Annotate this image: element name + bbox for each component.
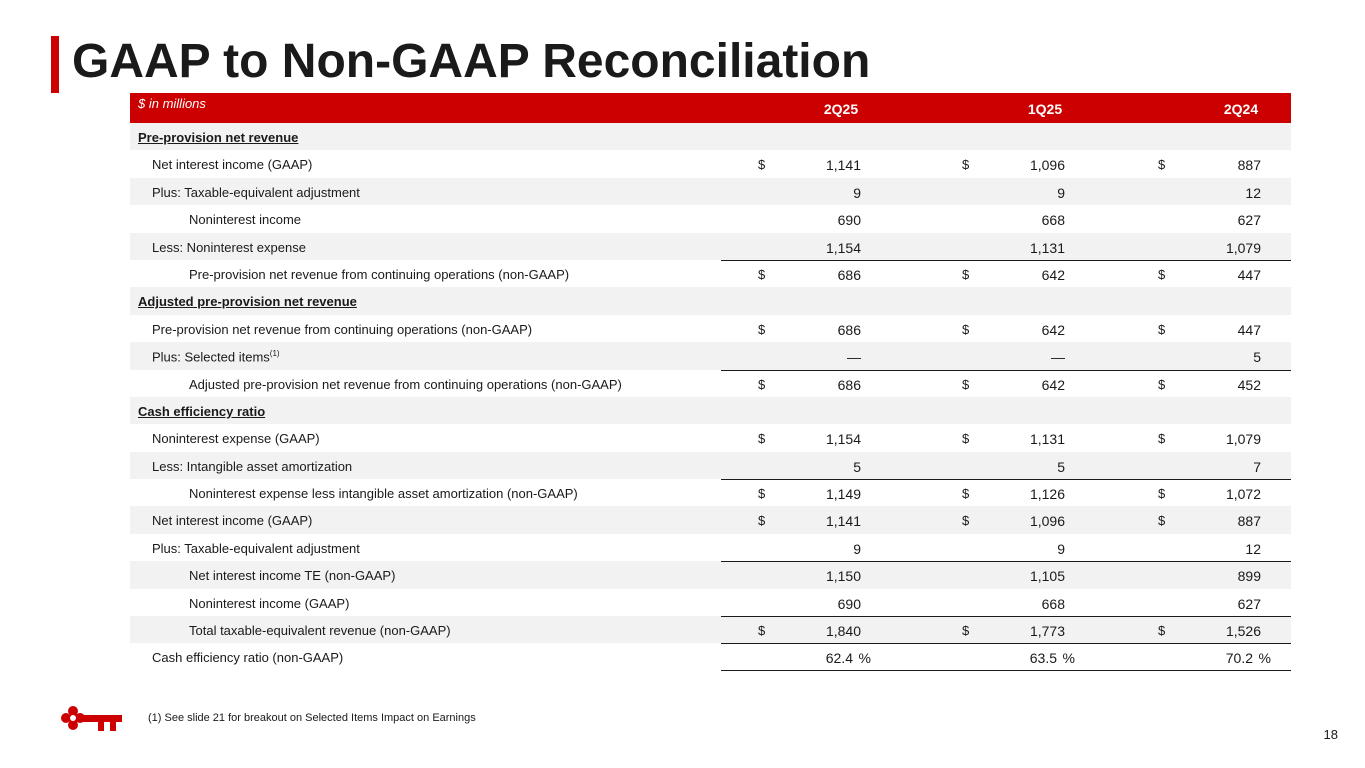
value-cell xyxy=(721,506,891,533)
cell-value: 1,072 xyxy=(1225,486,1261,503)
section-header-row xyxy=(130,287,1291,314)
subtotal-rule xyxy=(721,370,1291,371)
value-cell xyxy=(1121,315,1291,342)
dollar-sign: $ xyxy=(758,431,766,447)
cell-value: 642 xyxy=(1041,321,1065,338)
table-row xyxy=(130,205,1291,232)
table-header xyxy=(130,93,1291,123)
value-cell xyxy=(1121,561,1291,588)
dollar-sign: $ xyxy=(1158,157,1166,173)
row-label: Noninterest income xyxy=(189,212,301,228)
table-row xyxy=(130,315,1291,342)
value-cell xyxy=(1121,643,1291,670)
section-header-row xyxy=(130,397,1291,424)
value-cell xyxy=(925,233,1095,260)
cell-value: 668 xyxy=(1041,212,1065,229)
dollar-sign: $ xyxy=(758,623,766,639)
cell-value: 1,150 xyxy=(825,568,861,585)
dollar-sign: $ xyxy=(758,513,766,529)
row-label: Net interest income (GAAP) xyxy=(152,157,313,173)
value-cell xyxy=(1121,589,1291,616)
value-cell xyxy=(1121,178,1291,205)
column-header-2q25: 2Q25 xyxy=(823,101,859,117)
value-cell xyxy=(1121,150,1291,177)
table-row xyxy=(130,424,1291,451)
value-cell xyxy=(925,205,1095,232)
value-cell xyxy=(925,452,1095,479)
value-cell xyxy=(1121,260,1291,287)
dollar-sign: $ xyxy=(1158,431,1166,447)
column-header-1q25: 1Q25 xyxy=(1027,101,1063,117)
cell-value: 9 xyxy=(1057,540,1065,557)
title-accent-bar xyxy=(51,36,59,93)
row-label: Cash efficiency ratio (non-GAAP) xyxy=(152,650,344,666)
cell-value: 690 xyxy=(837,212,861,229)
footnote-marker: (1) xyxy=(269,349,280,359)
cell-value: 1,149 xyxy=(825,486,861,503)
row-label: Net interest income TE (non-GAAP) xyxy=(189,568,396,584)
value-cell xyxy=(1121,370,1291,397)
cell-value: 668 xyxy=(1041,595,1065,612)
value-cell xyxy=(721,616,891,643)
section-header-row xyxy=(130,123,1291,150)
dollar-sign: $ xyxy=(962,266,970,282)
cell-value: 12 xyxy=(1245,184,1261,201)
dollar-sign: $ xyxy=(962,431,970,447)
row-label: Plus: Selected items$^{(1)}$ xyxy=(152,349,280,365)
table-row xyxy=(130,370,1291,397)
cell-value: 5 xyxy=(1253,349,1261,366)
page-title: GAAP to Non-GAAP Reconciliation xyxy=(72,35,871,88)
cell-value: 9 xyxy=(1057,184,1065,201)
cell-value: 686 xyxy=(837,321,861,338)
value-cell xyxy=(721,260,891,287)
table-row xyxy=(130,342,1291,369)
value-cell xyxy=(1121,479,1291,506)
dollar-sign: $ xyxy=(1158,513,1166,529)
table-body xyxy=(130,123,1291,671)
subtotal-rule xyxy=(721,260,1291,261)
value-cell xyxy=(925,506,1095,533)
table-row xyxy=(130,643,1291,670)
key-logo-icon xyxy=(58,703,124,733)
cell-value: 1,141 xyxy=(825,513,861,530)
value-cell xyxy=(1121,233,1291,260)
cell-value: 452 xyxy=(1237,376,1261,393)
value-cell xyxy=(721,589,891,616)
row-label: Noninterest expense less intangible asset amortization (non-GAAP) xyxy=(189,486,578,502)
row-label: Pre-provision net revenue xyxy=(138,130,299,145)
dollar-sign: $ xyxy=(758,157,766,173)
total-rule xyxy=(721,670,1291,671)
cell-value: 1,096 xyxy=(1029,157,1065,174)
value-cell xyxy=(721,452,891,479)
cell-value: 62.4 xyxy=(825,650,853,667)
value-cell xyxy=(925,424,1095,451)
dollar-sign: $ xyxy=(1158,321,1166,337)
value-cell xyxy=(925,561,1095,588)
value-cell xyxy=(925,260,1095,287)
row-label: Total taxable-equivalent revenue (non-GAAP) xyxy=(189,623,451,639)
value-cell xyxy=(721,315,891,342)
row-label: Adjusted pre-provision net revenue xyxy=(138,294,357,310)
value-cell xyxy=(925,616,1095,643)
cell-value: 627 xyxy=(1237,212,1261,229)
value-cell xyxy=(1121,205,1291,232)
cell-value: 447 xyxy=(1237,321,1261,338)
row-label: Plus: Taxable-equivalent adjustment xyxy=(152,540,360,556)
cell-value: 7 xyxy=(1253,458,1261,475)
reconciliation-table xyxy=(130,93,1291,671)
value-cell xyxy=(721,150,891,177)
cell-value: 1,154 xyxy=(825,239,861,256)
row-label: Noninterest expense (GAAP) xyxy=(152,431,320,447)
row-label: Pre-provision net revenue from continuing operations (non-GAAP) xyxy=(152,321,533,337)
row-label: Cash efficiency ratio xyxy=(138,403,266,419)
cell-value: 1,840 xyxy=(825,623,861,640)
table-row xyxy=(130,452,1291,479)
cell-value: 12 xyxy=(1245,540,1261,557)
cell-value: 1,526 xyxy=(1225,623,1261,640)
cell-value: 9 xyxy=(853,184,861,201)
cell-value: 5 xyxy=(853,458,861,475)
value-cell xyxy=(925,589,1095,616)
cell-value: 1,141 xyxy=(825,157,861,174)
cell-value: 1,131 xyxy=(1029,239,1065,256)
dollar-sign: $ xyxy=(962,321,970,337)
cell-value: 642 xyxy=(1041,376,1065,393)
value-cell xyxy=(1121,506,1291,533)
row-label: Net interest income (GAAP) xyxy=(152,513,313,529)
footnote: (1) See slide 21 for breakout on Selected Items Impact on Earnings xyxy=(148,712,476,724)
row-label: Pre-provision net revenue from continuing operations (non-GAAP) xyxy=(189,266,570,282)
value-cell xyxy=(721,233,891,260)
subtotal-rule xyxy=(721,643,1291,644)
value-cell xyxy=(925,534,1095,561)
percent-sign: % xyxy=(1062,650,1075,667)
cell-value: 9 xyxy=(853,540,861,557)
value-cell xyxy=(925,315,1095,342)
table-row xyxy=(130,561,1291,588)
cell-value: 447 xyxy=(1237,266,1261,283)
value-cell xyxy=(721,370,891,397)
row-label: Less: Noninterest expense xyxy=(152,239,306,255)
subtotal-rule xyxy=(721,561,1291,562)
table-row xyxy=(130,260,1291,287)
cell-value: 1,079 xyxy=(1225,239,1261,256)
cell-value: — xyxy=(1051,349,1065,366)
percent-sign: % xyxy=(858,650,871,667)
dollar-sign: $ xyxy=(1158,486,1166,502)
dollar-sign: $ xyxy=(758,321,766,337)
page-number: 18 xyxy=(1323,727,1338,742)
cell-value: — xyxy=(847,349,861,366)
subtotal-rule xyxy=(721,479,1291,480)
value-cell xyxy=(721,205,891,232)
dollar-sign: $ xyxy=(1158,623,1166,639)
value-cell xyxy=(1121,342,1291,369)
cell-value: 627 xyxy=(1237,595,1261,612)
cell-value: 5 xyxy=(1057,458,1065,475)
value-cell xyxy=(925,150,1095,177)
table-row xyxy=(130,479,1291,506)
table-row xyxy=(130,150,1291,177)
cell-value: 1,105 xyxy=(1029,568,1065,585)
cell-value: 1,131 xyxy=(1029,431,1065,448)
cell-value: 70.2 xyxy=(1225,650,1253,667)
column-header-2q24: 2Q24 xyxy=(1223,101,1259,117)
table-row xyxy=(130,506,1291,533)
value-cell xyxy=(925,370,1095,397)
table-row xyxy=(130,178,1291,205)
value-cell xyxy=(925,178,1095,205)
dollar-sign: $ xyxy=(962,623,970,639)
table-row xyxy=(130,534,1291,561)
cell-value: 1,126 xyxy=(1029,486,1065,503)
value-cell xyxy=(1121,452,1291,479)
row-label: Less: Intangible asset amortization xyxy=(152,458,353,474)
dollar-sign: $ xyxy=(1158,266,1166,282)
dollar-sign: $ xyxy=(1158,376,1166,392)
dollar-sign: $ xyxy=(758,266,766,282)
value-cell xyxy=(721,342,891,369)
row-label: Plus: Taxable-equivalent adjustment xyxy=(152,184,360,200)
value-cell xyxy=(721,643,891,670)
cell-value: 1,773 xyxy=(1029,623,1065,640)
dollar-sign: $ xyxy=(962,513,970,529)
dollar-sign: $ xyxy=(962,376,970,392)
dollar-sign: $ xyxy=(758,486,766,502)
table-row xyxy=(130,616,1291,643)
cell-value: 690 xyxy=(837,595,861,612)
units-label: $ in millions xyxy=(138,96,206,111)
value-cell xyxy=(1121,534,1291,561)
value-cell xyxy=(925,342,1095,369)
subtotal-rule xyxy=(721,616,1291,617)
cell-value: 686 xyxy=(837,376,861,393)
value-cell xyxy=(721,479,891,506)
cell-value: 1,154 xyxy=(825,431,861,448)
value-cell xyxy=(1121,424,1291,451)
value-cell xyxy=(925,479,1095,506)
dollar-sign: $ xyxy=(962,486,970,502)
value-cell xyxy=(721,561,891,588)
cell-value: 899 xyxy=(1237,568,1261,585)
table-row xyxy=(130,233,1291,260)
value-cell xyxy=(721,534,891,561)
row-label: Adjusted pre-provision net revenue from continuing operations (non-GAAP) xyxy=(189,376,622,392)
cell-value: 642 xyxy=(1041,266,1065,283)
table-row xyxy=(130,589,1291,616)
cell-value: 1,079 xyxy=(1225,431,1261,448)
cell-value: 686 xyxy=(837,266,861,283)
value-cell xyxy=(925,643,1095,670)
row-label: Noninterest income (GAAP) xyxy=(189,595,350,611)
percent-sign: % xyxy=(1258,650,1271,667)
value-cell xyxy=(721,178,891,205)
cell-value: 887 xyxy=(1237,157,1261,174)
cell-value: 887 xyxy=(1237,513,1261,530)
value-cell xyxy=(721,424,891,451)
cell-value: 63.5 xyxy=(1029,650,1057,667)
dollar-sign: $ xyxy=(758,376,766,392)
cell-value: 1,096 xyxy=(1029,513,1065,530)
value-cell xyxy=(1121,616,1291,643)
dollar-sign: $ xyxy=(962,157,970,173)
